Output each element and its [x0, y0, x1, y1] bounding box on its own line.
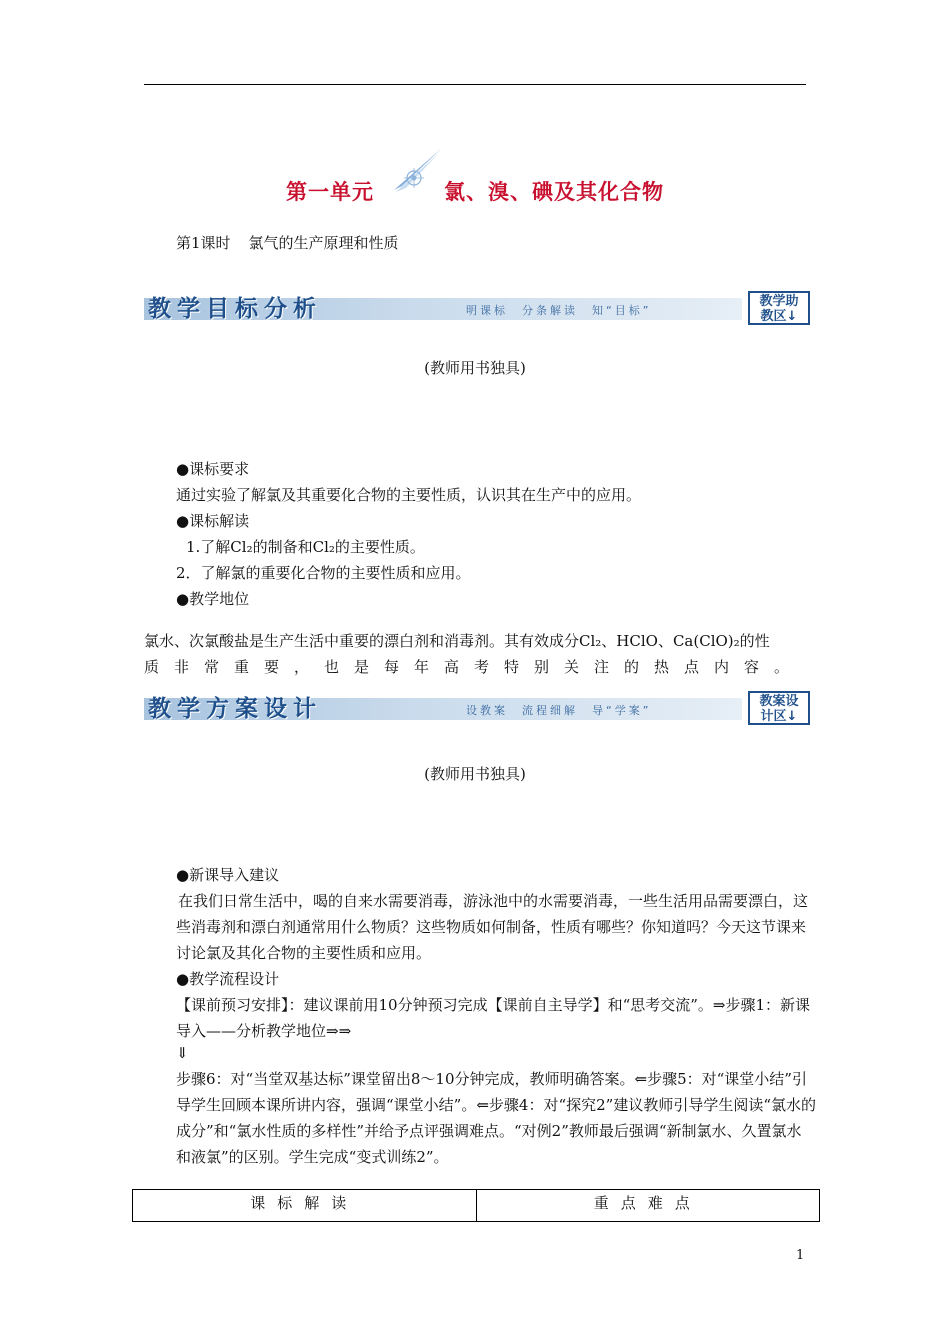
list-item: 1.了解Cl₂的制备和Cl₂的主要性质。: [186, 538, 425, 556]
unit-name: 氯、溴、碘及其化合物: [444, 179, 664, 204]
banner-objectives: [144, 290, 814, 326]
heading-lesson-intro: ●新课导入建议: [176, 866, 280, 884]
teacher-note: (教师用书独具): [424, 359, 526, 377]
banner-plan: [144, 690, 814, 726]
banner-subtitle: 设教案 流程细解 导“学案”: [466, 704, 652, 717]
heading-teaching-status: ●教学地位: [176, 590, 250, 608]
teacher-note: (教师用书独具): [424, 765, 526, 783]
heading-standard-requirements: ●课标要求: [176, 460, 250, 478]
header-rule: [144, 84, 806, 85]
banner-tag: 教学助 教区↓: [748, 291, 810, 325]
paragraph-line: 质非常重要，也是每年高考特别关注的热点内容。: [144, 658, 805, 676]
paragraph: 步骤6：对“当堂双基达标”课堂留出8～10分钟完成，教师明确答案。⇐步骤5：对“课堂小结”引导学生回顾本课所讲内容，强调“课堂小结”。⇐步骤4：对“探究2”建议教师引导学生阅读“氯水的成分”和“氯水性质的多样性”并给予点评强调难点。“对例2”教师最后强调“新制氯水、久置氯水和液氯”的区别。学生完成“变式训练2”。: [176, 1070, 817, 1166]
lesson-heading: [176, 232, 399, 253]
table-header-cell: 课标解读: [133, 1190, 477, 1222]
banner-tag: 教案设 计区↓: [748, 691, 810, 725]
banner-title: 教学方案设计: [148, 696, 322, 722]
page-number: 1: [796, 1248, 805, 1263]
paragraph-line: 氯水、次氯酸盐是生产生活中重要的漂白剂和消毒剂。其有效成分Cl₂、HClO、Ca(ClO)₂的性: [144, 632, 770, 650]
list-item: 2．了解氯的重要化合物的主要性质和应用。: [176, 564, 471, 582]
banner-title: 教学目标分析: [148, 296, 322, 322]
table-header-cell: 重点难点: [476, 1190, 820, 1222]
lesson-title: 氯气的生产原理和性质: [248, 234, 399, 252]
table-row: [133, 1190, 820, 1222]
banner-subtitle: 明课标 分条解读 知“目标”: [466, 304, 652, 317]
lesson-number: 第1课时: [176, 234, 231, 252]
paragraph: 【课前预习安排】：建议课前用10分钟预习完成【课前自主导学】和“思考交流”。⇒步骤1：新课导入——分析教学地位⇒⇒: [176, 996, 811, 1040]
paragraph: 在我们日常生活中，喝的自来水需要消毒，游泳池中的水需要消毒，一些生活用品需要漂白，这些消毒剂和漂白剂通常用什么物质？这些物质如何制备，性质有哪些？你知道吗？今天这节课来讨论氯及其化合物的主要性质和应用。: [176, 892, 809, 962]
unit-label: 第一单元: [286, 179, 374, 204]
paragraph: 通过实验了解氯及其重要化合物的主要性质，认识其在生产中的应用。: [176, 486, 642, 504]
unit-title: [0, 176, 950, 206]
standards-table: [132, 1189, 820, 1222]
heading-standard-interpretation: ●课标解读: [176, 512, 250, 530]
heading-teaching-flow: ●教学流程设计: [176, 970, 280, 988]
down-arrow-icon: ⇓: [176, 1044, 189, 1062]
